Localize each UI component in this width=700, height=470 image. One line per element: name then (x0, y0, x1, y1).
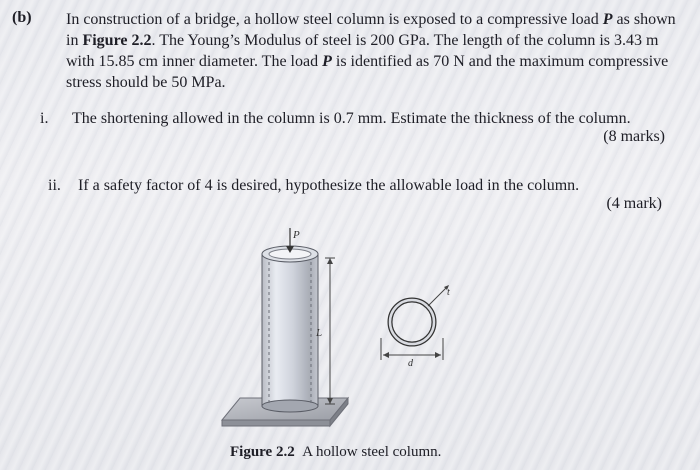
question-label: (b) (12, 9, 32, 26)
figure-caption (230, 444, 441, 461)
load-symbol-2: P (322, 53, 332, 70)
caption-number: Figure 2.2 (230, 444, 295, 460)
caption-text: A hollow steel column. (302, 444, 442, 460)
length-label-L: L (316, 327, 323, 339)
hollow-column (262, 246, 318, 412)
diameter-label-d: d (408, 358, 413, 369)
thickness-label-t: t (447, 287, 450, 298)
load-label-P: P (293, 229, 300, 241)
subquestion-i-numeral: i. (40, 110, 49, 127)
length-dimension (325, 258, 335, 404)
para-part1: In construction of a bridge, a hollow steel column is exposed to a compressive load (66, 11, 603, 28)
para-part2: as shown in (66, 11, 676, 49)
subquestion-ii-text: If a safety factor of 4 is desired, hypothesize the allowable load in the column. (78, 177, 580, 194)
subquestion-ii-numeral: ii. (48, 177, 61, 194)
subquestion-i-text: The shortening allowed in the column is 0.7 mm. Estimate the thickness of the column. (72, 110, 631, 127)
subquestion-i-marks: (8 marks) (603, 128, 665, 145)
figure-reference: Figure 2.2 (82, 32, 152, 49)
cross-section (381, 285, 449, 360)
para-part4: is identified as 70 N and the maximum compressive stress should be 50 MPa. (66, 53, 669, 91)
para-part3: . The Young’s Modulus of steel is 200 GPa. The length of the column is 3.43 m with 15.85 cm inner diameter. The load (66, 32, 659, 70)
subquestion-ii-marks: (4 mark) (606, 195, 662, 212)
load-symbol-1: P (602, 11, 613, 28)
